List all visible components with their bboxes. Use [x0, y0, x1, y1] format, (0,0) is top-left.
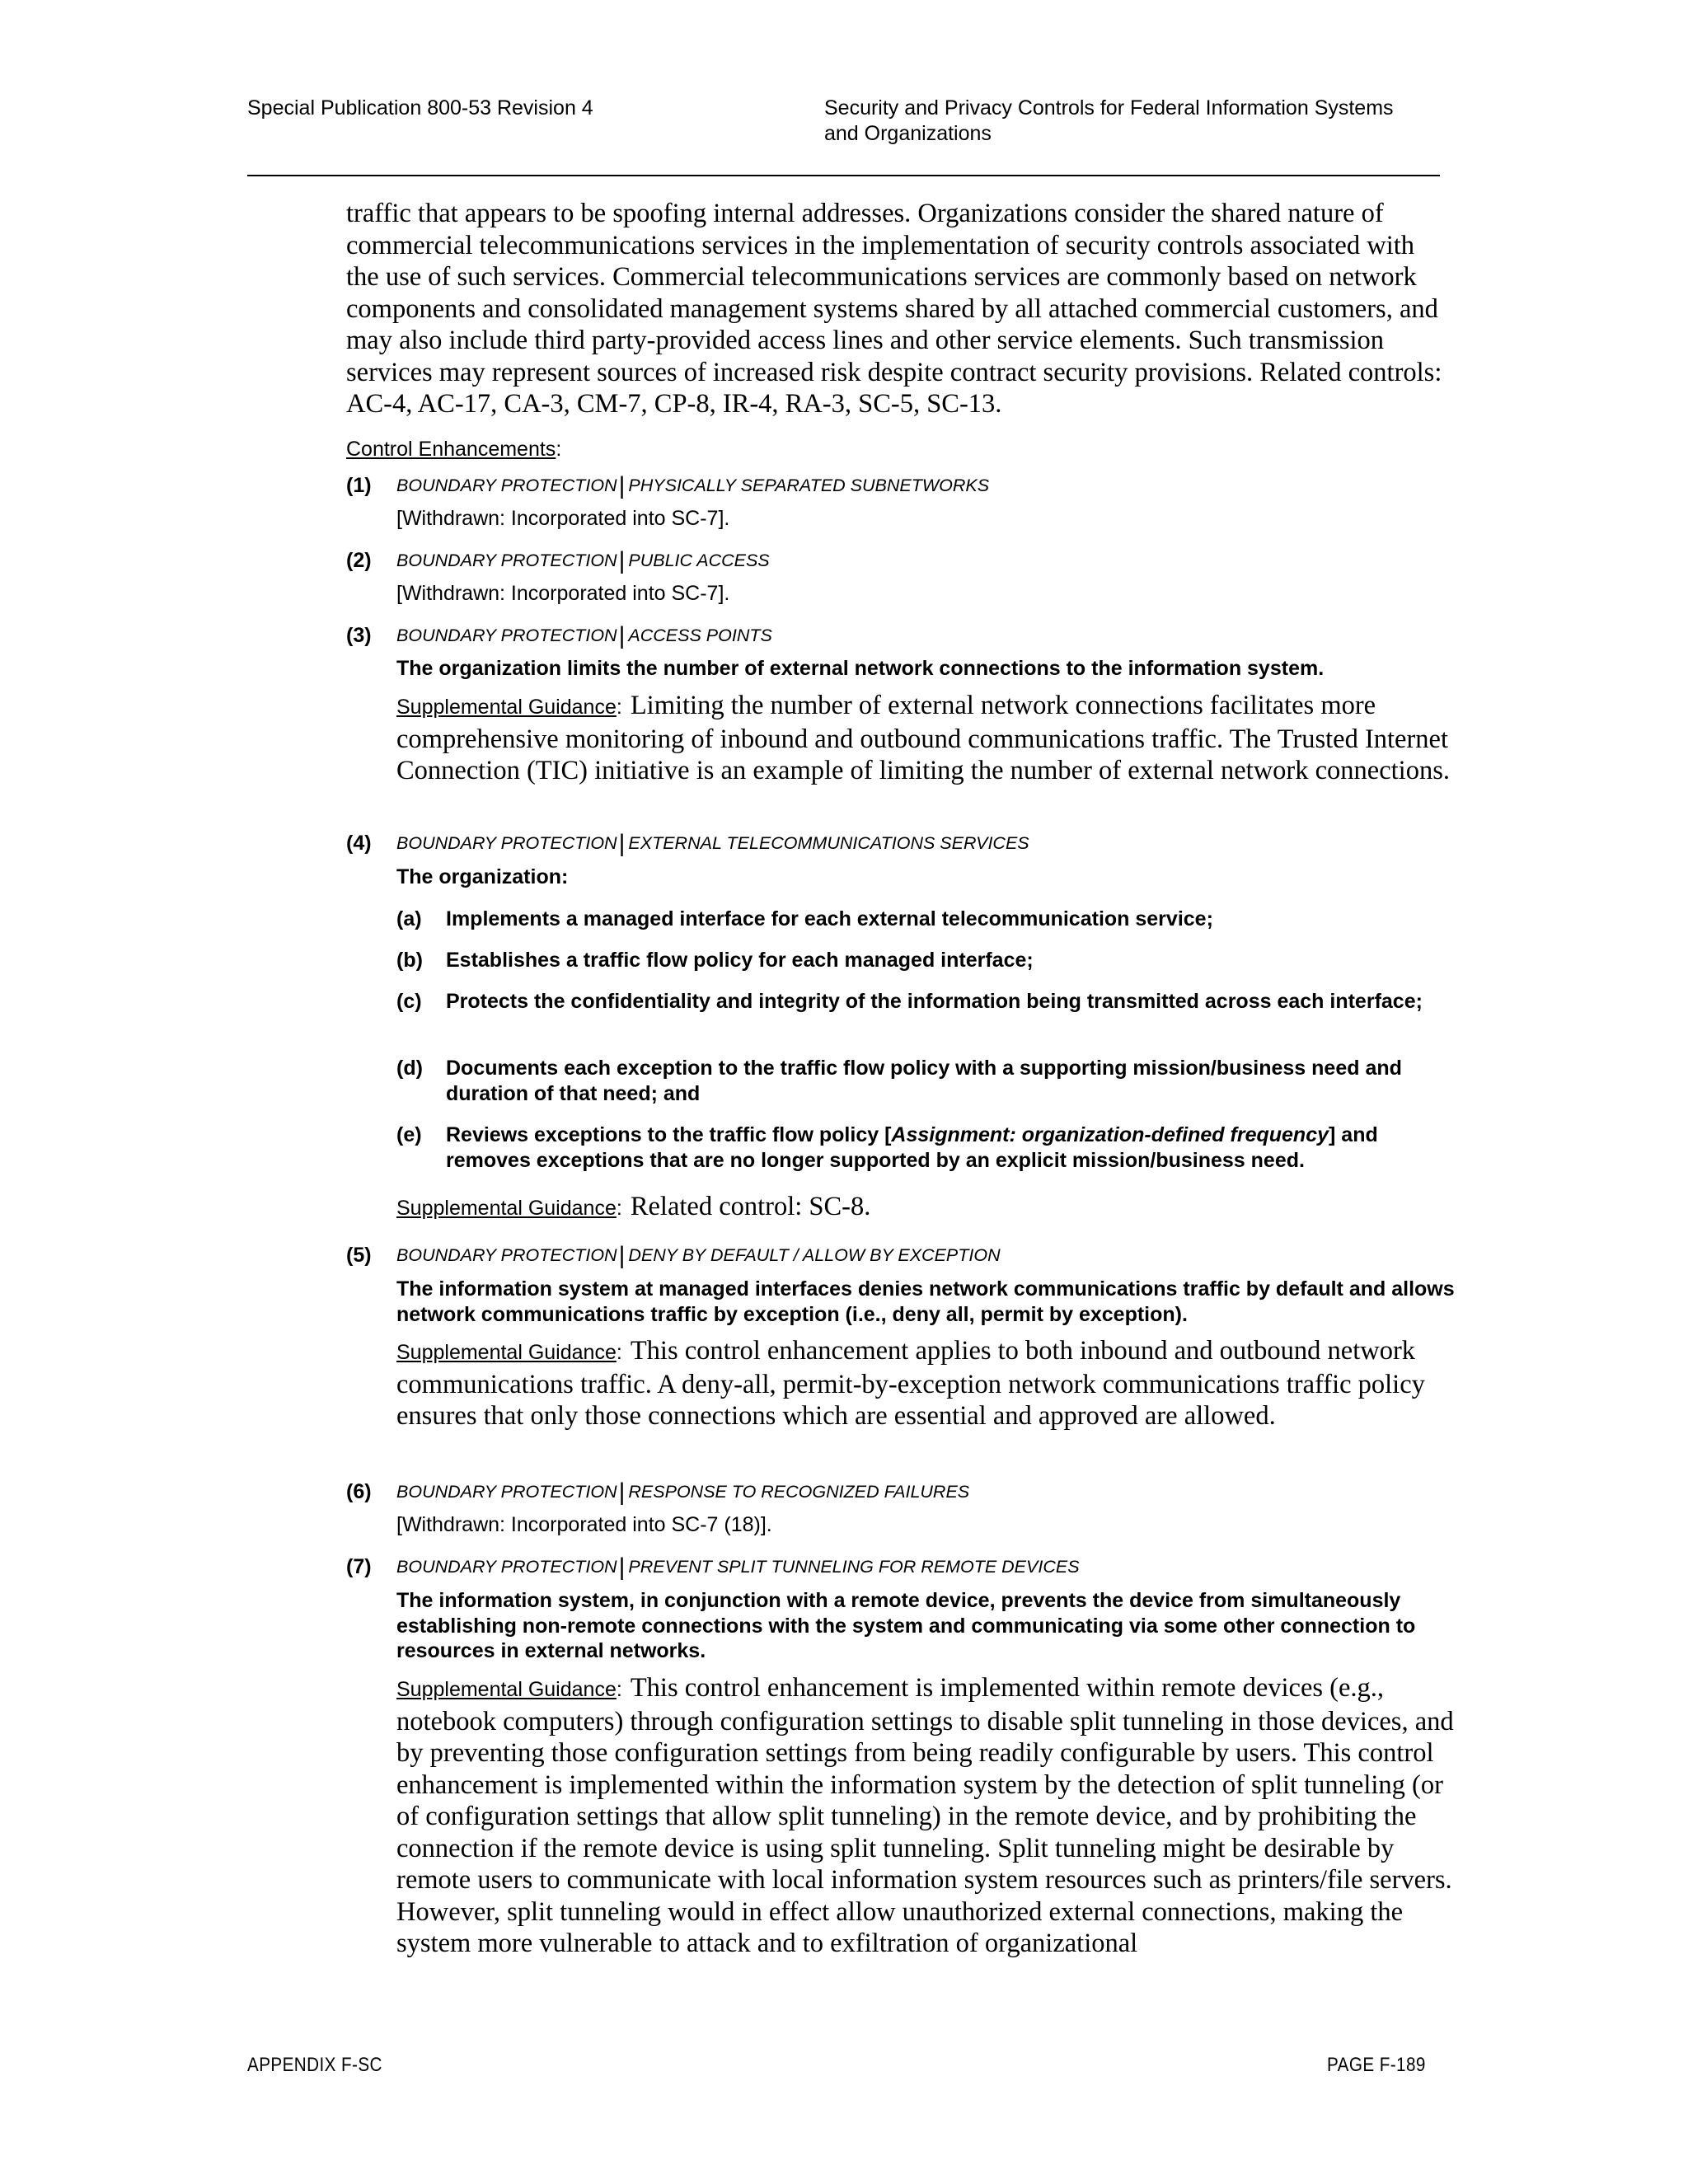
title-separator: | [618, 1242, 626, 1269]
title-name: DENY BY DEFAULT / ALLOW BY EXCEPTION [628, 1245, 1001, 1265]
sub-item-letter: (c) [396, 990, 422, 1013]
title-family: BOUNDARY PROTECTION [396, 476, 617, 495]
title-family: BOUNDARY PROTECTION [396, 833, 617, 853]
header-title [824, 96, 1451, 147]
supplemental-guidance-text: Related control: SC-8. [630, 1192, 871, 1221]
withdrawn-note: [Withdrawn: Incorporated into SC-7 (18)]. [396, 1513, 772, 1536]
page-header [247, 96, 1440, 176]
enhancement-title [396, 623, 772, 649]
supplemental-guidance-label: Supplemental Guidance [396, 1341, 617, 1364]
enhancement-number: (6) [346, 1480, 372, 1503]
footer-page-number: PAGE F-189 [1327, 2054, 1426, 2076]
enhancement-requirement: The information system at managed interfaces denies network communications traffic by default and allows network communications traffic by exception (i.e., deny all, permit by exception). [396, 1277, 1455, 1326]
footer-appendix: APPENDIX F-SC [247, 2054, 382, 2076]
title-name: PREVENT SPLIT TUNNELING FOR REMOTE DEVICES [628, 1557, 1080, 1577]
supplemental-guidance-colon: : [616, 1341, 622, 1364]
supplemental-guidance-text: This control enhancement applies to both inbound and outbound network communications traffic. A deny-all, permit-by-exception network communications traffic policy ensures that only those connections which are essential and approved are allowed. [396, 1336, 1425, 1431]
title-family: BOUNDARY PROTECTION [396, 1557, 617, 1577]
enhancement-title [396, 473, 989, 499]
enhancement-number: (5) [346, 1244, 372, 1267]
sub-item-letter: (a) [396, 907, 422, 930]
enhancement-number: (2) [346, 549, 372, 572]
enhancement-number: (3) [346, 624, 372, 647]
title-separator: | [618, 1479, 626, 1506]
enhancement-title [396, 1479, 969, 1505]
header-title-line2: and Organizations [824, 122, 992, 145]
sub-item-text-after: ] and removes exceptions that are no longer supported by an explicit mission/business need. [446, 1123, 1378, 1172]
supplemental-guidance-colon: : [616, 1197, 622, 1220]
title-separator: | [618, 547, 626, 574]
sub-item-text: Protects the confidentiality and integrity of the information being transmitted across each interface; [446, 990, 1423, 1013]
enhancement-title [396, 548, 770, 574]
control-enhancements-text: Control Enhancements [346, 438, 556, 461]
enhancement-number: (7) [346, 1555, 372, 1578]
withdrawn-note: [Withdrawn: Incorporated into SC-7]. [396, 507, 730, 530]
title-separator: | [618, 1554, 626, 1581]
supplemental-guidance-colon: : [616, 696, 622, 719]
sub-item-text [446, 1122, 1443, 1173]
header-rule [247, 175, 1440, 176]
supplemental-guidance-text: Limiting the number of external network connections facilitates more comprehensive monitoring of inbound and outbound communications traffic. The Trusted Internet Connection (TIC) initiative is an example of limiting the number of external network connections. [396, 691, 1450, 785]
enhancement-requirement: The information system, in conjunction with a remote device, prevents the device from simultaneously establishing non-remote connections with the system and communicating via some other connection to resources in external networks. [396, 1589, 1416, 1662]
title-family: BOUNDARY PROTECTION [396, 1482, 617, 1502]
enhancement-title [396, 1243, 1001, 1268]
withdrawn-note: [Withdrawn: Incorporated into SC-7]. [396, 582, 730, 605]
sub-item-text: Documents each exception to the traffic flow policy with a supporting mission/business need and duration of that need; and [446, 1057, 1402, 1105]
enhancement-number: (4) [346, 832, 372, 855]
enhancement-requirement: The organization: [396, 865, 569, 888]
assignment-parameter: Assignment: organization-defined frequency [891, 1123, 1329, 1146]
supplemental-guidance [396, 1672, 1460, 1960]
supplemental-guidance-label: Supplemental Guidance [396, 1678, 617, 1701]
supplemental-guidance [396, 1191, 1460, 1225]
title-name: PHYSICALLY SEPARATED SUBNETWORKS [628, 476, 990, 495]
title-separator: | [618, 472, 626, 499]
title-name: PUBLIC ACCESS [628, 551, 770, 570]
intro-paragraph: traffic that appears to be spoofing internal addresses. Organizations consider the shared nature of commercial telecommunications services in the implementation of security controls associated with the use of such services. Commercial telecommunications services are commonly based on network components and consolidated management systems shared by all attached commercial customers, and may also include third party-provided access lines and other service elements. Such transmission services may represent sources of increased risk despite contract security provisions. Related controls: AC-4, AC-17, CA-3, CM-7, CP-8, IR-4, RA-3, SC-5, SC-13. [346, 199, 1442, 419]
title-family: BOUNDARY PROTECTION [396, 626, 617, 645]
supplemental-guidance [396, 1335, 1460, 1432]
enhancement-number: (1) [346, 474, 372, 497]
title-separator: | [618, 622, 626, 649]
supplemental-guidance-text: This control enhancement is implemented within remote devices (e.g., notebook computers) through configuration settings to disable split tunneling in those devices, and by preventing those configuration settings from being readily configurable by users. This control enhancement is implemented within the information system by the detection of split tunneling (or of configuration settings that allow split tunneling) in the remote device, and by prohibiting the connection if the remote device is using split tunneling. Split tunneling might be desirable by remote users to communicate with local information system resources such as printers/file servers. However, split tunneling would in effect allow unauthorized external connections, making the system more vulnerable to attack and to exfiltration of organizational [396, 1673, 1454, 1958]
supplemental-guidance [396, 690, 1460, 787]
supplemental-guidance-label: Supplemental Guidance [396, 696, 617, 719]
control-enhancements-label [346, 437, 561, 462]
sub-item-letter: (e) [396, 1123, 422, 1146]
sub-item-text-before: Reviews exceptions to the traffic flow policy [ [446, 1123, 892, 1146]
supplemental-guidance-label: Supplemental Guidance [396, 1197, 617, 1220]
sub-item-letter: (b) [396, 949, 423, 972]
sub-item-letter: (d) [396, 1057, 423, 1080]
title-name: RESPONSE TO RECOGNIZED FAILURES [628, 1482, 970, 1502]
supplemental-guidance-colon: : [616, 1678, 622, 1701]
control-enhancements-colon: : [556, 438, 562, 461]
title-family: BOUNDARY PROTECTION [396, 1245, 617, 1265]
title-separator: | [618, 830, 626, 857]
title-name: ACCESS POINTS [628, 626, 772, 645]
title-name: EXTERNAL TELECOMMUNICATIONS SERVICES [628, 833, 1029, 853]
header-publication: Special Publication 800-53 Revision 4 [247, 96, 593, 120]
enhancement-title [396, 1554, 1080, 1580]
enhancement-title [396, 831, 1029, 856]
header-title-line1: Security and Privacy Controls for Federal Information Systems [824, 96, 1394, 120]
sub-item-text: Implements a managed interface for each external telecommunication service; [446, 907, 1213, 930]
title-family: BOUNDARY PROTECTION [396, 551, 617, 570]
enhancement-requirement: The organization limits the number of external network connections to the information system. [396, 657, 1325, 680]
sub-item-text: Establishes a traffic flow policy for each managed interface; [446, 949, 1034, 972]
